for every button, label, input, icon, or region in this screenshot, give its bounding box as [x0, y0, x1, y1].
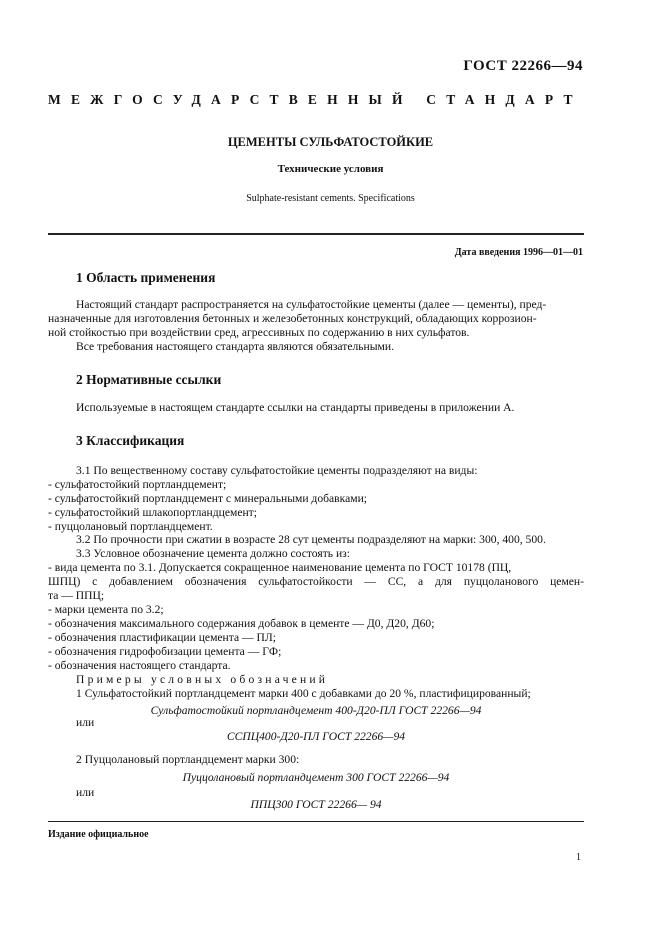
- document-title: ЦЕМЕНТЫ СУЛЬФАТОСТОЙКИЕ: [227, 135, 434, 149]
- section-1-paragraph-1: [48, 298, 584, 340]
- header-divider: [48, 233, 584, 235]
- clause-3-1: 3.1 По вещественному составу сульфатостойкие цементы подразделяют на виды:: [76, 464, 478, 477]
- list-item: - обозначения пластификации цемента — ПЛ;: [48, 631, 276, 644]
- example-1-description: 1 Сульфатостойкий портландцемент марки 400 с добавками до 20 %, пластифицированный;: [76, 687, 531, 700]
- section-1-paragraph-2: Все требования настоящего стандарта являются обязательными.: [76, 340, 394, 353]
- example-2-short-designation: ППЦ300 ГОСТ 22266— 94: [250, 798, 382, 811]
- interstate-standard-banner: МЕЖГОСУДАРСТВЕННЫЙ СТАНДАРТ: [48, 92, 583, 107]
- clause-3-3: 3.3 Условное обозначение цемента должно состоять из:: [76, 547, 350, 560]
- footer-divider: [48, 821, 584, 822]
- document-subtitle: Технические условия: [277, 163, 384, 175]
- or-label: или: [76, 716, 95, 729]
- example-2-full-designation: Пуццолановый портландцемент 300 ГОСТ 22266—94: [182, 771, 450, 784]
- clause-3-2: 3.2 По прочности при сжатии в возрасте 28 сут цементы подразделяют на марки: 300, 400, 500.: [76, 533, 546, 546]
- section-2-heading: 2 Нормативные ссылки: [76, 372, 222, 387]
- list-item-kind-continued: ШПЦ) с добавлением обозначения сульфатостойкости — СС, а для пуццоланового цемен-: [48, 575, 584, 588]
- text-line: Настоящий стандарт распространяется на сульфатостойкие цементы (далее — цементы), пред-: [76, 298, 547, 311]
- list-item: - обозначения гидрофобизации цемента — ГФ;: [48, 645, 282, 658]
- list-item: - обозначения настоящего стандарта.: [48, 659, 231, 672]
- example-1-short-designation: ССПЦ400-Д20-ПЛ ГОСТ 22266—94: [226, 730, 406, 743]
- list-item: - сульфатостойкий портландцемент с минеральными добавками;: [48, 492, 367, 505]
- list-item: - марки цемента по 3.2;: [48, 603, 164, 616]
- list-item: - пуццолановый портландцемент.: [48, 520, 213, 533]
- example-1-full-designation: Сульфатостойкий портландцемент 400-Д20-ПЛ ГОСТ 22266—94: [150, 704, 482, 717]
- english-title: Sulphate-resistant cements. Specifications: [246, 193, 415, 204]
- section-1-heading: 1 Область применения: [76, 270, 216, 285]
- list-item: - обозначения максимального содержания добавок в цементе — Д0, Д20, Д60;: [48, 617, 435, 630]
- list-item-kind: - вида цемента по 3.1. Допускается сокращенное наименование цемента по ГОСТ 10178 (ПЦ,: [48, 561, 512, 574]
- official-edition-label: Издание официальное: [48, 829, 149, 840]
- list-item: - сульфатостойкий портландцемент;: [48, 478, 227, 491]
- example-2-description: 2 Пуццолановый портландцемент марки 300:: [76, 753, 300, 766]
- list-item: - сульфатостойкий шлакопортландцемент;: [48, 506, 257, 519]
- introduction-date: Дата введения 1996—01—01: [454, 247, 583, 258]
- examples-heading: Примеры условных обозначений: [76, 673, 329, 686]
- document-code: ГОСТ 22266—94: [463, 58, 583, 74]
- section-3-heading: 3 Классификация: [76, 433, 185, 448]
- or-label: или: [76, 786, 95, 799]
- page-number: 1: [576, 852, 581, 863]
- section-2-paragraph: Используемые в настоящем стандарте ссылки на стандарты приведены в приложении А.: [76, 401, 515, 414]
- list-item-kind-continued: та — ППЦ;: [48, 589, 105, 602]
- text-line: назначенные для изготовления бетонных и железобетонных конструкций, обладающих коррозион-: [48, 312, 537, 325]
- text-line: ной стойкостью при воздействии сред, агрессивных по содержанию в них сульфатов.: [48, 326, 470, 339]
